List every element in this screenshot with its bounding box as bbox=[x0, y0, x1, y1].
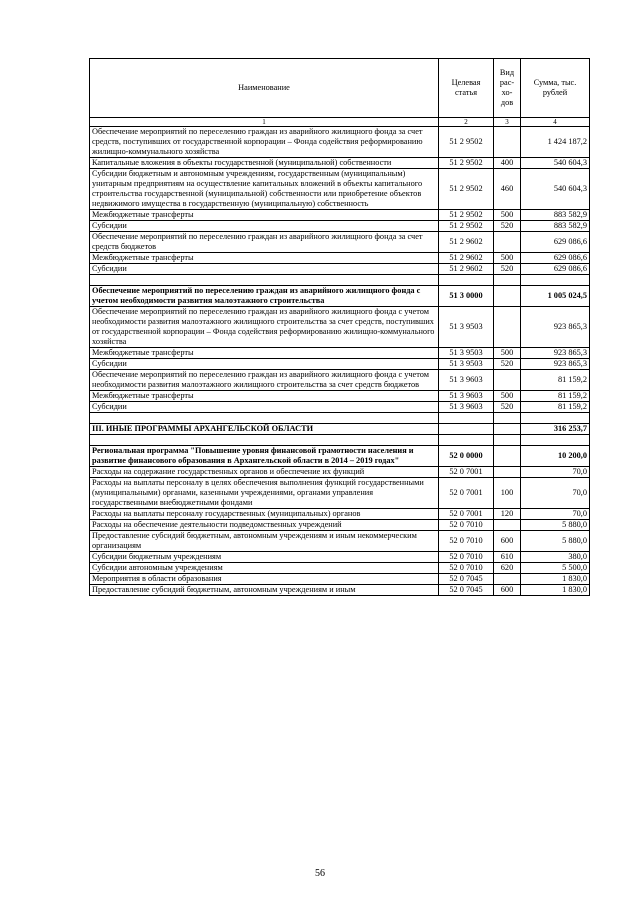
row-expense-type: 520 bbox=[494, 221, 521, 232]
table-body bbox=[90, 127, 590, 596]
spacer-cell bbox=[439, 413, 494, 424]
row-name: Обеспечение мероприятий по переселению граждан из аварийного жилищного фонда за счет средств, поступивших от государственной корпорации – Фонда содействия реформированию жилищно-коммунального хозяйства bbox=[90, 127, 439, 158]
row-expense-type bbox=[494, 467, 521, 478]
spacer-cell bbox=[494, 435, 521, 446]
section-row bbox=[90, 286, 590, 307]
table-row bbox=[90, 467, 590, 478]
row-name: Обеспечение мероприятий по переселению граждан из аварийного жилищного фонда за счет средств бюджетов bbox=[90, 232, 439, 253]
spacer-cell bbox=[439, 275, 494, 286]
row-target-item: 51 2 9602 bbox=[439, 232, 494, 253]
row-expense-type: 500 bbox=[494, 253, 521, 264]
row-expense-type bbox=[494, 127, 521, 158]
row-expense-type: 610 bbox=[494, 552, 521, 563]
table-row bbox=[90, 264, 590, 275]
header-target-item: Целевая статья bbox=[439, 59, 494, 118]
row-expense-type: 520 bbox=[494, 359, 521, 370]
table-row bbox=[90, 307, 590, 348]
spacer-row bbox=[90, 435, 590, 446]
table-row bbox=[90, 253, 590, 264]
header-expense-type: Вид рас-хо-дов bbox=[494, 59, 521, 118]
row-sum: 1 005 024,5 bbox=[521, 286, 590, 307]
table-row bbox=[90, 127, 590, 158]
row-name: Предоставление субсидий бюджетным, автономным учреждениям и иным bbox=[90, 585, 439, 596]
row-sum: 1 424 187,2 bbox=[521, 127, 590, 158]
table-row bbox=[90, 509, 590, 520]
row-expense-type bbox=[494, 424, 521, 435]
row-sum: 81 159,2 bbox=[521, 402, 590, 413]
section-row bbox=[90, 446, 590, 467]
row-target-item: 52 0 7010 bbox=[439, 531, 494, 552]
row-target-item: 51 3 9503 bbox=[439, 307, 494, 348]
spacer-cell bbox=[90, 435, 439, 446]
row-name: Расходы на обеспечение деятельности подведомственных учреждений bbox=[90, 520, 439, 531]
header-name: Наименование bbox=[90, 59, 439, 118]
row-target-item: 51 3 0000 bbox=[439, 286, 494, 307]
row-name: Обеспечение мероприятий по переселению граждан из аварийного жилищного фонда с учетом необходимости развития малоэтажного жилищного строительства за счет средств бюджетов bbox=[90, 370, 439, 391]
table-row bbox=[90, 210, 590, 221]
row-name: Обеспечение мероприятий по переселению граждан из аварийного жилищного фонда с учетом необходимости развития малоэтажного строительства bbox=[90, 286, 439, 307]
row-expense-type bbox=[494, 232, 521, 253]
row-name: Субсидии bbox=[90, 402, 439, 413]
row-sum: 923 865,3 bbox=[521, 307, 590, 348]
row-name: Расходы на выплаты персоналу в целях обеспечения выполнения функций государственными (муниципальными) органами, казенными учреждениями, органами управления государственными внебюджетными фондами bbox=[90, 478, 439, 509]
row-expense-type bbox=[494, 574, 521, 585]
row-expense-type: 100 bbox=[494, 478, 521, 509]
table-row bbox=[90, 402, 590, 413]
spacer-row bbox=[90, 413, 590, 424]
row-target-item: 51 2 9602 bbox=[439, 253, 494, 264]
table-row bbox=[90, 552, 590, 563]
row-sum: 1 830,0 bbox=[521, 585, 590, 596]
row-name: Субсидии бюджетным и автономным учреждениям, государственным (муниципальным) унитарным предприятиям на осуществление капитальных вложений в объекты капитального строительства государственной (муниципальной) собственности или приобретение объектов недвижимого имущества в государственную (муниципальную) собственность bbox=[90, 169, 439, 210]
row-name: Субсидии bbox=[90, 221, 439, 232]
table-row bbox=[90, 520, 590, 531]
row-sum: 629 086,6 bbox=[521, 253, 590, 264]
spacer-cell bbox=[439, 435, 494, 446]
row-name: Капитальные вложения в объекты государственной (муниципальной) собственности bbox=[90, 158, 439, 169]
section-row bbox=[90, 424, 590, 435]
row-target-item: 51 2 9502 bbox=[439, 210, 494, 221]
column-number: 4 bbox=[521, 118, 590, 127]
row-sum: 883 582,9 bbox=[521, 221, 590, 232]
row-target-item: 51 3 9503 bbox=[439, 359, 494, 370]
row-expense-type bbox=[494, 446, 521, 467]
table-row bbox=[90, 158, 590, 169]
table-row bbox=[90, 531, 590, 552]
row-sum: 923 865,3 bbox=[521, 348, 590, 359]
row-expense-type: 520 bbox=[494, 264, 521, 275]
spacer-cell bbox=[494, 275, 521, 286]
row-name: Межбюджетные трансферты bbox=[90, 348, 439, 359]
table-row bbox=[90, 563, 590, 574]
row-target-item: 52 0 7001 bbox=[439, 509, 494, 520]
row-sum: 629 086,6 bbox=[521, 232, 590, 253]
row-target-item: 51 2 9602 bbox=[439, 264, 494, 275]
row-expense-type: 600 bbox=[494, 585, 521, 596]
row-name: Межбюджетные трансферты bbox=[90, 210, 439, 221]
row-expense-type: 460 bbox=[494, 169, 521, 210]
row-sum: 883 582,9 bbox=[521, 210, 590, 221]
row-sum: 81 159,2 bbox=[521, 391, 590, 402]
row-sum: 70,0 bbox=[521, 478, 590, 509]
column-number: 3 bbox=[494, 118, 521, 127]
row-name: Субсидии бюджетным учреждениям bbox=[90, 552, 439, 563]
row-target-item: 52 0 0000 bbox=[439, 446, 494, 467]
row-name: Субсидии bbox=[90, 264, 439, 275]
page-number: 56 bbox=[315, 868, 325, 879]
table-row bbox=[90, 370, 590, 391]
row-target-item bbox=[439, 424, 494, 435]
row-sum: 10 200,0 bbox=[521, 446, 590, 467]
row-expense-type: 400 bbox=[494, 158, 521, 169]
table-row bbox=[90, 348, 590, 359]
table-row bbox=[90, 221, 590, 232]
budget-table bbox=[89, 58, 590, 596]
row-target-item: 51 3 9603 bbox=[439, 391, 494, 402]
spacer-cell bbox=[521, 435, 590, 446]
row-target-item: 52 0 7045 bbox=[439, 585, 494, 596]
row-sum: 70,0 bbox=[521, 467, 590, 478]
spacer-cell bbox=[521, 413, 590, 424]
row-target-item: 52 0 7001 bbox=[439, 467, 494, 478]
row-target-item: 52 0 7001 bbox=[439, 478, 494, 509]
table-row bbox=[90, 359, 590, 370]
table-row bbox=[90, 169, 590, 210]
row-sum: 5 500,0 bbox=[521, 563, 590, 574]
row-expense-type: 500 bbox=[494, 348, 521, 359]
header-sum: Сумма, тыс. рублей bbox=[521, 59, 590, 118]
row-sum: 540 604,3 bbox=[521, 158, 590, 169]
row-name: Расходы на выплаты персоналу государственных (муниципальных) органов bbox=[90, 509, 439, 520]
table-row bbox=[90, 585, 590, 596]
row-expense-type bbox=[494, 520, 521, 531]
row-target-item: 51 2 9502 bbox=[439, 169, 494, 210]
row-sum: 380,0 bbox=[521, 552, 590, 563]
row-sum: 923 865,3 bbox=[521, 359, 590, 370]
row-target-item: 52 0 7010 bbox=[439, 563, 494, 574]
row-target-item: 52 0 7045 bbox=[439, 574, 494, 585]
row-sum: 70,0 bbox=[521, 509, 590, 520]
row-sum: 5 880,0 bbox=[521, 520, 590, 531]
row-sum: 1 830,0 bbox=[521, 574, 590, 585]
row-name: Предоставление субсидий бюджетным, автономным учреждениям и иным некоммерческим организациям bbox=[90, 531, 439, 552]
row-expense-type: 500 bbox=[494, 210, 521, 221]
row-sum: 81 159,2 bbox=[521, 370, 590, 391]
column-number: 1 bbox=[90, 118, 439, 127]
row-name: Субсидии bbox=[90, 359, 439, 370]
row-target-item: 51 2 9502 bbox=[439, 221, 494, 232]
spacer-row bbox=[90, 275, 590, 286]
spacer-cell bbox=[521, 275, 590, 286]
row-target-item: 51 3 9603 bbox=[439, 402, 494, 413]
row-target-item: 51 3 9603 bbox=[439, 370, 494, 391]
row-name: Региональная программа "Повышение уровня финансовой грамотности населения и развитие финансового образования в Архангельской области в 2014 – 2019 годах" bbox=[90, 446, 439, 467]
spacer-cell bbox=[494, 413, 521, 424]
row-target-item: 51 3 9503 bbox=[439, 348, 494, 359]
row-expense-type: 520 bbox=[494, 402, 521, 413]
row-target-item: 52 0 7010 bbox=[439, 520, 494, 531]
row-sum: 316 253,7 bbox=[521, 424, 590, 435]
table-header bbox=[90, 59, 590, 127]
row-expense-type: 620 bbox=[494, 563, 521, 574]
spacer-cell bbox=[90, 275, 439, 286]
row-target-item: 51 2 9502 bbox=[439, 158, 494, 169]
table-row bbox=[90, 391, 590, 402]
table-row bbox=[90, 574, 590, 585]
row-expense-type bbox=[494, 370, 521, 391]
spacer-cell bbox=[90, 413, 439, 424]
row-name: Обеспечение мероприятий по переселению граждан из аварийного жилищного фонда с учетом необходимости развития малоэтажного жилищного строительства за счет средств, поступивших от государственной корпорации – Фонда содействия реформированию жилищно-коммунального хозяйства bbox=[90, 307, 439, 348]
row-name: Мероприятия в области образования bbox=[90, 574, 439, 585]
row-expense-type bbox=[494, 307, 521, 348]
row-name: Межбюджетные трансферты bbox=[90, 253, 439, 264]
row-expense-type: 600 bbox=[494, 531, 521, 552]
row-expense-type bbox=[494, 286, 521, 307]
row-sum: 629 086,6 bbox=[521, 264, 590, 275]
row-name: III. ИНЫЕ ПРОГРАММЫ АРХАНГЕЛЬСКОЙ ОБЛАСТИ bbox=[90, 424, 439, 435]
row-sum: 5 880,0 bbox=[521, 531, 590, 552]
row-name: Субсидии автономным учреждениям bbox=[90, 563, 439, 574]
row-target-item: 51 2 9502 bbox=[439, 127, 494, 158]
table-row bbox=[90, 232, 590, 253]
column-number-row bbox=[90, 118, 590, 127]
row-expense-type: 500 bbox=[494, 391, 521, 402]
row-name: Межбюджетные трансферты bbox=[90, 391, 439, 402]
column-number: 2 bbox=[439, 118, 494, 127]
table-row bbox=[90, 478, 590, 509]
row-name: Расходы на содержание государственных органов и обеспечение их функций bbox=[90, 467, 439, 478]
row-target-item: 52 0 7010 bbox=[439, 552, 494, 563]
row-sum: 540 604,3 bbox=[521, 169, 590, 210]
row-expense-type: 120 bbox=[494, 509, 521, 520]
